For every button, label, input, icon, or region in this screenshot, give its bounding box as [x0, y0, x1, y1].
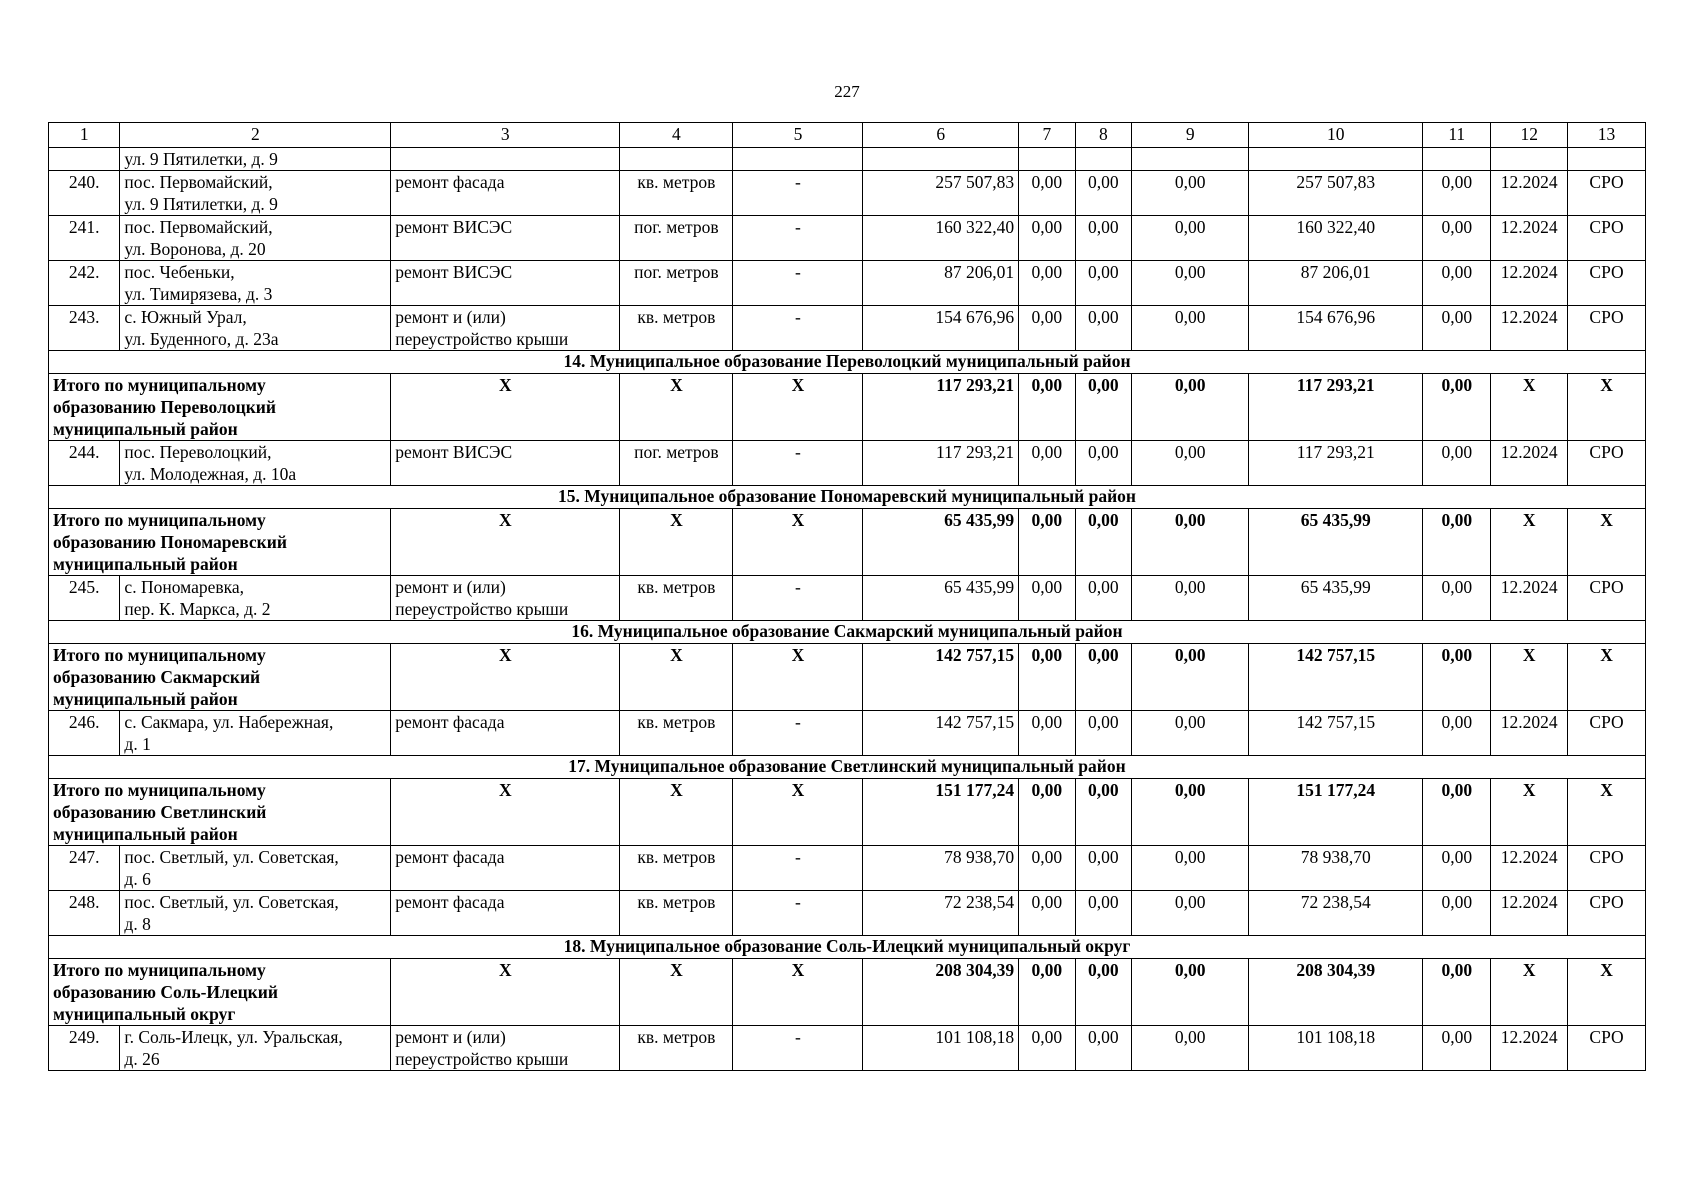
section-header-row: [49, 756, 1646, 779]
quantity-cell: -: [733, 216, 863, 261]
method-cell: СРО: [1568, 576, 1646, 621]
work-type-cell: ремонт и (или) переустройство крыши: [391, 306, 620, 351]
quantity-cell: -: [733, 576, 863, 621]
value-cell: 0,00: [1019, 306, 1076, 351]
section-header-row: [49, 621, 1646, 644]
value-cell: 0,00: [1132, 1026, 1249, 1071]
num-cell: [49, 148, 120, 171]
empty-cell: [733, 148, 863, 171]
value-cell: 0,00: [1423, 509, 1491, 576]
x-cell: Х: [1491, 779, 1568, 846]
row-number: 249.: [49, 1026, 120, 1071]
header-cell-13: 13: [1568, 123, 1646, 148]
subtotal-label: Итого по муниципальному образованию Переволоцкий муниципальный район: [49, 374, 391, 441]
value-cell: 0,00: [1019, 576, 1076, 621]
empty-cell: [1019, 148, 1076, 171]
x-cell: Х: [1568, 959, 1646, 1026]
value-cell: 0,00: [1423, 171, 1491, 216]
unit-cell: кв. метров: [620, 171, 733, 216]
work-type-cell: ремонт фасада: [391, 846, 620, 891]
address-cell: пос. Светлый, ул. Советская, д. 8: [120, 891, 391, 936]
x-cell: Х: [733, 509, 863, 576]
empty-cell: [863, 148, 1019, 171]
header-cell-8: 8: [1075, 123, 1132, 148]
total-cost-cell: 78 938,70: [863, 846, 1019, 891]
unit-cell: пог. метров: [620, 441, 733, 486]
header-cell-2: 2: [120, 123, 391, 148]
row-number: 240.: [49, 171, 120, 216]
value-cell: 0,00: [1132, 711, 1249, 756]
fund-cell: 72 238,54: [1249, 891, 1423, 936]
section-header-row: [49, 351, 1646, 374]
x-cell: Х: [620, 779, 733, 846]
header-cell-5: 5: [733, 123, 863, 148]
empty-cell: [1132, 148, 1249, 171]
table-row: [49, 846, 1646, 891]
unit-cell: пог. метров: [620, 216, 733, 261]
address-cell: ул. 9 Пятилетки, д. 9: [120, 148, 391, 171]
value-cell: 0,00: [1423, 891, 1491, 936]
row-number: 243.: [49, 306, 120, 351]
continuation-row: [49, 148, 1646, 171]
subtotal-label: Итого по муниципальному образованию Сакмарский муниципальный район: [49, 644, 391, 711]
value-cell: 0,00: [1075, 216, 1132, 261]
value-cell: 0,00: [1132, 959, 1249, 1026]
unit-cell: кв. метров: [620, 1026, 733, 1071]
total-cost-cell: 65 435,99: [863, 576, 1019, 621]
row-number: 244.: [49, 441, 120, 486]
unit-cell: кв. метров: [620, 576, 733, 621]
empty-cell: [1249, 148, 1423, 171]
section-header-row: [49, 486, 1646, 509]
x-cell: Х: [1568, 374, 1646, 441]
fund-cell: 101 108,18: [1249, 1026, 1423, 1071]
x-cell: Х: [620, 374, 733, 441]
value-cell: 0,00: [1019, 509, 1076, 576]
date-cell: 12.2024: [1491, 216, 1568, 261]
method-cell: СРО: [1568, 441, 1646, 486]
fund-cell: 65 435,99: [1249, 576, 1423, 621]
value-cell: 0,00: [1423, 441, 1491, 486]
subtotal-row: [49, 644, 1646, 711]
total-cost-cell: 142 757,15: [863, 711, 1019, 756]
value-cell: 0,00: [1132, 509, 1249, 576]
value-cell: 0,00: [1075, 576, 1132, 621]
header-cell-6: 6: [863, 123, 1019, 148]
date-cell: 12.2024: [1491, 891, 1568, 936]
date-cell: 12.2024: [1491, 441, 1568, 486]
fund-cell: 208 304,39: [1249, 959, 1423, 1026]
header-cell-12: 12: [1491, 123, 1568, 148]
quantity-cell: -: [733, 306, 863, 351]
method-cell: СРО: [1568, 711, 1646, 756]
work-type-cell: ремонт ВИСЭС: [391, 216, 620, 261]
value-cell: 0,00: [1132, 644, 1249, 711]
section-title: 14. Муниципальное образование Переволоцкий муниципальный район: [49, 351, 1646, 374]
x-cell: Х: [733, 374, 863, 441]
section-title: 17. Муниципальное образование Светлинский муниципальный район: [49, 756, 1646, 779]
value-cell: 0,00: [1423, 374, 1491, 441]
value-cell: 0,00: [1075, 374, 1132, 441]
x-cell: Х: [391, 959, 620, 1026]
value-cell: 0,00: [1423, 644, 1491, 711]
row-number: 242.: [49, 261, 120, 306]
method-cell: СРО: [1568, 306, 1646, 351]
total-cost-cell: 154 676,96: [863, 306, 1019, 351]
section-header-row: [49, 936, 1646, 959]
x-cell: Х: [620, 644, 733, 711]
method-cell: СРО: [1568, 846, 1646, 891]
address-cell: г. Соль-Илецк, ул. Уральская, д. 26: [120, 1026, 391, 1071]
value-cell: 0,00: [1019, 441, 1076, 486]
value-cell: 0,00: [1075, 779, 1132, 846]
x-cell: Х: [1491, 509, 1568, 576]
address-cell: пос. Переволоцкий, ул. Молодежная, д. 10а: [120, 441, 391, 486]
page-number: 227: [834, 82, 860, 101]
quantity-cell: -: [733, 1026, 863, 1071]
address-cell: пос. Первомайский, ул. 9 Пятилетки, д. 9: [120, 171, 391, 216]
value-cell: 0,00: [1075, 891, 1132, 936]
fund-cell: 78 938,70: [1249, 846, 1423, 891]
fund-cell: 257 507,83: [1249, 171, 1423, 216]
subtotal-row: [49, 374, 1646, 441]
value-cell: 0,00: [1019, 846, 1076, 891]
fund-cell: 142 757,15: [1249, 711, 1423, 756]
total-cost-cell: 101 108,18: [863, 1026, 1019, 1071]
value-cell: 0,00: [1019, 711, 1076, 756]
address-cell: пос. Чебеньки, ул. Тимирязева, д. 3: [120, 261, 391, 306]
fund-cell: 160 322,40: [1249, 216, 1423, 261]
value-cell: 0,00: [1423, 576, 1491, 621]
value-cell: 0,00: [1423, 846, 1491, 891]
total-cost-cell: 117 293,21: [863, 441, 1019, 486]
empty-cell: [1491, 148, 1568, 171]
value-cell: 0,00: [1132, 576, 1249, 621]
method-cell: СРО: [1568, 1026, 1646, 1071]
fund-cell: 87 206,01: [1249, 261, 1423, 306]
value-cell: 0,00: [1019, 959, 1076, 1026]
table-row: [49, 171, 1646, 216]
x-cell: Х: [391, 509, 620, 576]
unit-cell: пог. метров: [620, 261, 733, 306]
work-type-cell: ремонт ВИСЭС: [391, 261, 620, 306]
fund-cell: 154 676,96: [1249, 306, 1423, 351]
total-cost-cell: 257 507,83: [863, 171, 1019, 216]
total-cost-cell: 160 322,40: [863, 216, 1019, 261]
empty-cell: [391, 148, 620, 171]
header-row: [49, 123, 1646, 148]
table-row: [49, 576, 1646, 621]
unit-cell: кв. метров: [620, 306, 733, 351]
quantity-cell: -: [733, 171, 863, 216]
value-cell: 0,00: [1132, 891, 1249, 936]
value-cell: 0,00: [1132, 779, 1249, 846]
total-cost-cell: 87 206,01: [863, 261, 1019, 306]
empty-cell: [620, 148, 733, 171]
header-cell-1: 1: [49, 123, 120, 148]
work-type-cell: ремонт фасада: [391, 171, 620, 216]
x-cell: Х: [391, 644, 620, 711]
fund-cell: 151 177,24: [1249, 779, 1423, 846]
date-cell: 12.2024: [1491, 306, 1568, 351]
method-cell: СРО: [1568, 261, 1646, 306]
section-title: 15. Муниципальное образование Пономаревский муниципальный район: [49, 486, 1646, 509]
value-cell: 0,00: [1132, 306, 1249, 351]
total-cost-cell: 117 293,21: [863, 374, 1019, 441]
header-cell-10: 10: [1249, 123, 1423, 148]
repair-plan-table: [48, 122, 1646, 1071]
value-cell: 0,00: [1423, 216, 1491, 261]
subtotal-row: [49, 959, 1646, 1026]
value-cell: 0,00: [1075, 306, 1132, 351]
subtotal-row: [49, 509, 1646, 576]
fund-cell: 142 757,15: [1249, 644, 1423, 711]
x-cell: Х: [733, 644, 863, 711]
row-number: 248.: [49, 891, 120, 936]
value-cell: 0,00: [1132, 261, 1249, 306]
x-cell: Х: [733, 779, 863, 846]
address-cell: с. Южный Урал, ул. Буденного, д. 23а: [120, 306, 391, 351]
x-cell: Х: [1491, 644, 1568, 711]
value-cell: 0,00: [1423, 261, 1491, 306]
address-cell: пос. Первомайский, ул. Воронова, д. 20: [120, 216, 391, 261]
row-number: 246.: [49, 711, 120, 756]
method-cell: СРО: [1568, 891, 1646, 936]
value-cell: 0,00: [1075, 846, 1132, 891]
value-cell: 0,00: [1132, 441, 1249, 486]
value-cell: 0,00: [1075, 711, 1132, 756]
value-cell: 0,00: [1019, 644, 1076, 711]
value-cell: 0,00: [1019, 779, 1076, 846]
row-number: 241.: [49, 216, 120, 261]
method-cell: СРО: [1568, 171, 1646, 216]
quantity-cell: -: [733, 441, 863, 486]
value-cell: 0,00: [1075, 644, 1132, 711]
total-cost-cell: 72 238,54: [863, 891, 1019, 936]
header-cell-9: 9: [1132, 123, 1249, 148]
table-row: [49, 711, 1646, 756]
date-cell: 12.2024: [1491, 261, 1568, 306]
value-cell: 0,00: [1019, 374, 1076, 441]
subtotal-label: Итого по муниципальному образованию Светлинский муниципальный район: [49, 779, 391, 846]
value-cell: 0,00: [1132, 846, 1249, 891]
x-cell: Х: [733, 959, 863, 1026]
fund-cell: 117 293,21: [1249, 374, 1423, 441]
value-cell: 0,00: [1019, 1026, 1076, 1071]
x-cell: Х: [1568, 779, 1646, 846]
unit-cell: кв. метров: [620, 891, 733, 936]
date-cell: 12.2024: [1491, 1026, 1568, 1071]
address-cell: с. Пономаревка, пер. К. Маркса, д. 2: [120, 576, 391, 621]
method-cell: СРО: [1568, 216, 1646, 261]
unit-cell: кв. метров: [620, 846, 733, 891]
total-cost-cell: 151 177,24: [863, 779, 1019, 846]
total-cost-cell: 142 757,15: [863, 644, 1019, 711]
quantity-cell: -: [733, 711, 863, 756]
work-type-cell: ремонт и (или) переустройство крыши: [391, 576, 620, 621]
x-cell: Х: [620, 959, 733, 1026]
table-row: [49, 441, 1646, 486]
table-row: [49, 261, 1646, 306]
value-cell: 0,00: [1019, 891, 1076, 936]
value-cell: 0,00: [1075, 171, 1132, 216]
x-cell: Х: [391, 779, 620, 846]
x-cell: Х: [1568, 644, 1646, 711]
x-cell: Х: [620, 509, 733, 576]
work-type-cell: ремонт ВИСЭС: [391, 441, 620, 486]
work-type-cell: ремонт и (или) переустройство крыши: [391, 1026, 620, 1071]
section-title: 16. Муниципальное образование Сакмарский муниципальный район: [49, 621, 1646, 644]
value-cell: 0,00: [1019, 171, 1076, 216]
unit-cell: кв. метров: [620, 711, 733, 756]
header-cell-7: 7: [1019, 123, 1076, 148]
empty-cell: [1423, 148, 1491, 171]
work-type-cell: ремонт фасада: [391, 891, 620, 936]
fund-cell: 117 293,21: [1249, 441, 1423, 486]
table-row: [49, 216, 1646, 261]
x-cell: Х: [1568, 509, 1646, 576]
date-cell: 12.2024: [1491, 171, 1568, 216]
date-cell: 12.2024: [1491, 846, 1568, 891]
header-cell-11: 11: [1423, 123, 1491, 148]
value-cell: 0,00: [1075, 1026, 1132, 1071]
section-title: 18. Муниципальное образование Соль-Илецкий муниципальный округ: [49, 936, 1646, 959]
value-cell: 0,00: [1075, 441, 1132, 486]
fund-cell: 65 435,99: [1249, 509, 1423, 576]
address-cell: пос. Светлый, ул. Советская, д. 6: [120, 846, 391, 891]
x-cell: Х: [391, 374, 620, 441]
subtotal-row: [49, 779, 1646, 846]
subtotal-label: Итого по муниципальному образованию Пономаревский муниципальный район: [49, 509, 391, 576]
quantity-cell: -: [733, 846, 863, 891]
value-cell: 0,00: [1423, 306, 1491, 351]
subtotal-label: Итого по муниципальному образованию Соль-Илецкий муниципальный округ: [49, 959, 391, 1026]
quantity-cell: -: [733, 891, 863, 936]
x-cell: Х: [1491, 959, 1568, 1026]
value-cell: 0,00: [1019, 261, 1076, 306]
value-cell: 0,00: [1075, 261, 1132, 306]
x-cell: Х: [1491, 374, 1568, 441]
row-number: 247.: [49, 846, 120, 891]
value-cell: 0,00: [1423, 779, 1491, 846]
value-cell: 0,00: [1075, 959, 1132, 1026]
header-cell-3: 3: [391, 123, 620, 148]
table-row: [49, 891, 1646, 936]
table-row: [49, 1026, 1646, 1071]
value-cell: 0,00: [1075, 509, 1132, 576]
header-cell-4: 4: [620, 123, 733, 148]
value-cell: 0,00: [1132, 216, 1249, 261]
value-cell: 0,00: [1423, 711, 1491, 756]
total-cost-cell: 65 435,99: [863, 509, 1019, 576]
date-cell: 12.2024: [1491, 576, 1568, 621]
table-body: [49, 123, 1646, 1071]
empty-cell: [1568, 148, 1646, 171]
quantity-cell: -: [733, 261, 863, 306]
value-cell: 0,00: [1132, 374, 1249, 441]
date-cell: 12.2024: [1491, 711, 1568, 756]
total-cost-cell: 208 304,39: [863, 959, 1019, 1026]
value-cell: 0,00: [1423, 1026, 1491, 1071]
value-cell: 0,00: [1132, 171, 1249, 216]
table-row: [49, 306, 1646, 351]
row-number: 245.: [49, 576, 120, 621]
value-cell: 0,00: [1019, 216, 1076, 261]
address-cell: с. Сакмара, ул. Набережная, д. 1: [120, 711, 391, 756]
work-type-cell: ремонт фасада: [391, 711, 620, 756]
empty-cell: [1075, 148, 1132, 171]
value-cell: 0,00: [1423, 959, 1491, 1026]
